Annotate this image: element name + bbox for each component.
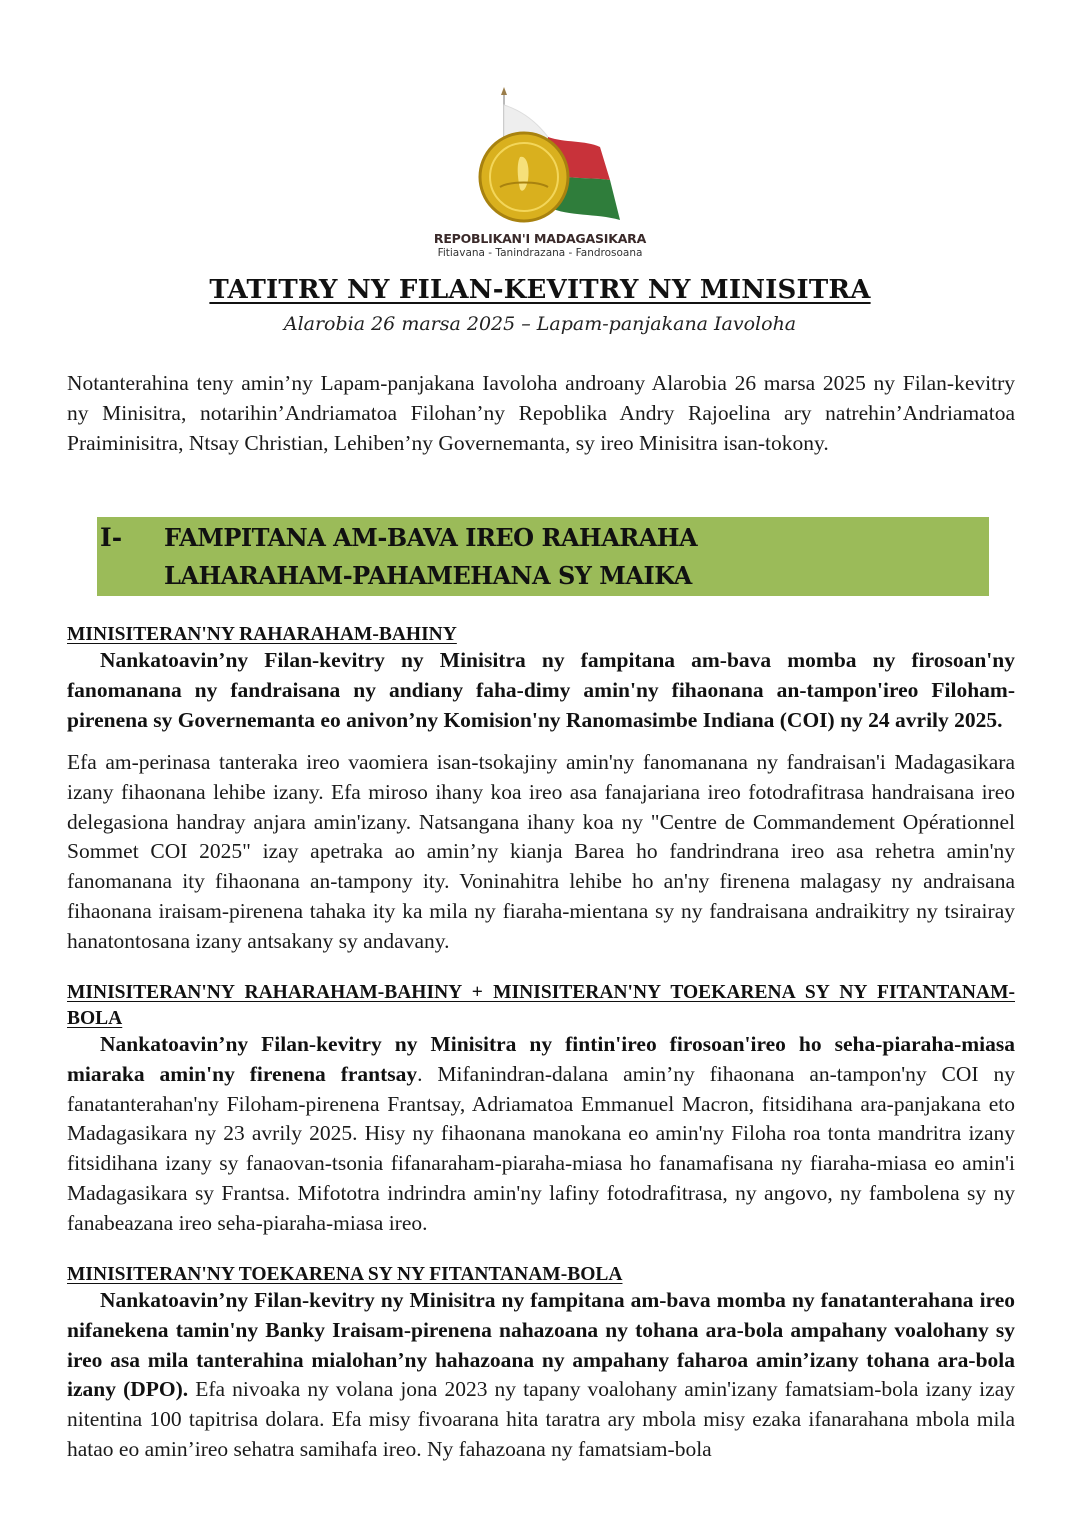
section-title-line2: LAHARAHAM-PAHAMEHANA SY MAIKA	[164, 561, 692, 590]
item-heading-text: MINISITERAN'NY TOEKARENA SY NY FITANTANAM-BOLA	[67, 1264, 623, 1285]
item-decision-text: Nankatoavin’ny Filan-kevitry ny Minisitra ny fampitana am-bava momba ny fanatanterahana ireo nifanekena tamin'ny Banky Iraisam-pirenena nahazoana ny tohana ara-bola ampahany voalohany sy ireo asa mila tanterahina mialohan’ny hahazoana ny ampahany faharoa amin’izany tohana ara-bola izany (DPO).	[67, 1288, 1015, 1402]
item-heading-text: MINISITERAN'NY RAHARAHAM-BAHINY	[67, 624, 457, 645]
item-decision-text: Nankatoavin’ny Filan-kevitry ny Minisitra ny fintin'ireo firosoan'ireo ho seha-piaraha-miasa miaraka amin'ny firenena frantsay	[67, 1032, 1015, 1086]
item-body: Efa am-perinasa tanteraka ireo vaomiera isan-tsokajiny amin'ny fanomanana ny fandraisan'i Madagasikara izany fihaonana lehibe izany. Efa miroso ihany koa ireo asa fanajariana ireo fotodrafitrasa handraisana ireo delegasiona handray anjara amin'izany. Natsangana ihany koa ny "Centre de Commandement Opérationnel Sommet COI 2025" izay apetraka ao amin’ny kianja Barea ho fandrindrana ireo asa rehetra amin'ny fanomanana ity fihaonana an-tampony ity. Voninahitra lehibe ho an'ny firenena malagasy ny andraisana fihaonana iraisam-pirenena tahaka ity ka mila ny fiaraha-mientana sy ny fandraisana andraikitry ny tsirairay hanatontosana izany antsakany sy andavany.	[67, 750, 1015, 953]
republic-logo	[420, 85, 660, 265]
item-paragraph	[67, 1286, 1015, 1465]
logo-title: REPOBLIKAN'I MADAGASIKARA	[433, 231, 647, 246]
page-subtitle: Alarobia 26 marsa 2025 – Lapam-panjakana Iavoloha	[283, 313, 797, 335]
item-heading-text: MINISITERAN'NY RAHARAHAM-BAHINY + MINISITERAN'NY TOEKARENA SY NY FITANTANAM-BOLA	[67, 982, 1015, 1029]
item-paragraph	[67, 646, 1015, 735]
item-paragraph	[67, 1030, 1015, 1239]
intro-paragraph: Notanterahina teny amin’ny Lapam-panjakana Iavoloha androany Alarobia 26 marsa 2025 ny Filan-kevitry ny Minisitra, notarihin’Andriamatoa Filohan’ny Repoblika Andry Rajoelina ary natrehin’Andriamatoa Praiminisitra, Ntsay Christian, Lehiben’ny Governemanta, sy ireo Minisitra isan-tokony.	[67, 371, 1015, 455]
section-title	[164, 519, 697, 595]
item-heading	[67, 980, 1015, 1032]
page-title	[0, 275, 1080, 305]
item-heading	[67, 622, 1015, 648]
item-decision-text: Nankatoavin’ny Filan-kevitry ny Minisitra ny fampitana am-bava momba ny firosoan'ny fanomanana ny fandraisana ny andiany faha-dimy amin'ny fihaonana an-tampon'ireo Filoham-pirenena sy Governemanta eo anivon’ny Komision'ny Ranomasimbe Indiana (COI) ny 24 avrily 2025.	[67, 648, 1015, 732]
section-number: I-	[100, 523, 123, 552]
page-title-text: TATITRY NY FILAN-KEVITRY NY MINISITRA	[209, 275, 871, 305]
coat-of-arms-flag-icon	[460, 85, 620, 230]
section-title-line1: FAMPITANA AM-BAVA IREO RAHARAHA	[164, 523, 698, 552]
item-body: . Mifanindran-dalana amin’ny fihaonana an-tampon'ny COI ny fanatanterahan'ny Filoham-pirenena Frantsay, Adriamatoa Emmanuel Macron, fitsidihana ara-panjakana eto Madagasikara ny 23 avrily 2025. Hisy ny fihaonana manokana eo amin'ny Filoha roa tonta mandritra izany fitsidihana izany sy fanaovan-tsonia fifanaraham-piaraha-miasa ho fanamafisana ny fiaraha-miasa eo amin'i Madagasikara sy Frantsa. Mifototra indrindra amin'ny lafiny fotodrafitrasa, ny angovo, ny fambolena sy ny fanabeazana ireo seha-piaraha-miasa ireo.	[67, 1061, 1015, 1235]
section-heading-band	[97, 517, 989, 596]
logo-motto: Fitiavana - Tanindrazana - Fandrosoana	[437, 247, 643, 259]
item-heading	[67, 1262, 1015, 1288]
item-body: Efa nivoaka ny volana jona 2023 ny tapany voalohany amin'izany famatsiam-bola izany izay nitentina 100 tapitrisa dolara. Efa misy fivoarana hita taratra ary mbola misy ezaka ifanarahana mbola mila hatao eo amin’ireo sehatra samihafa ireo. Ny fahazoana ny famatsiam-bola	[67, 1377, 1015, 1461]
